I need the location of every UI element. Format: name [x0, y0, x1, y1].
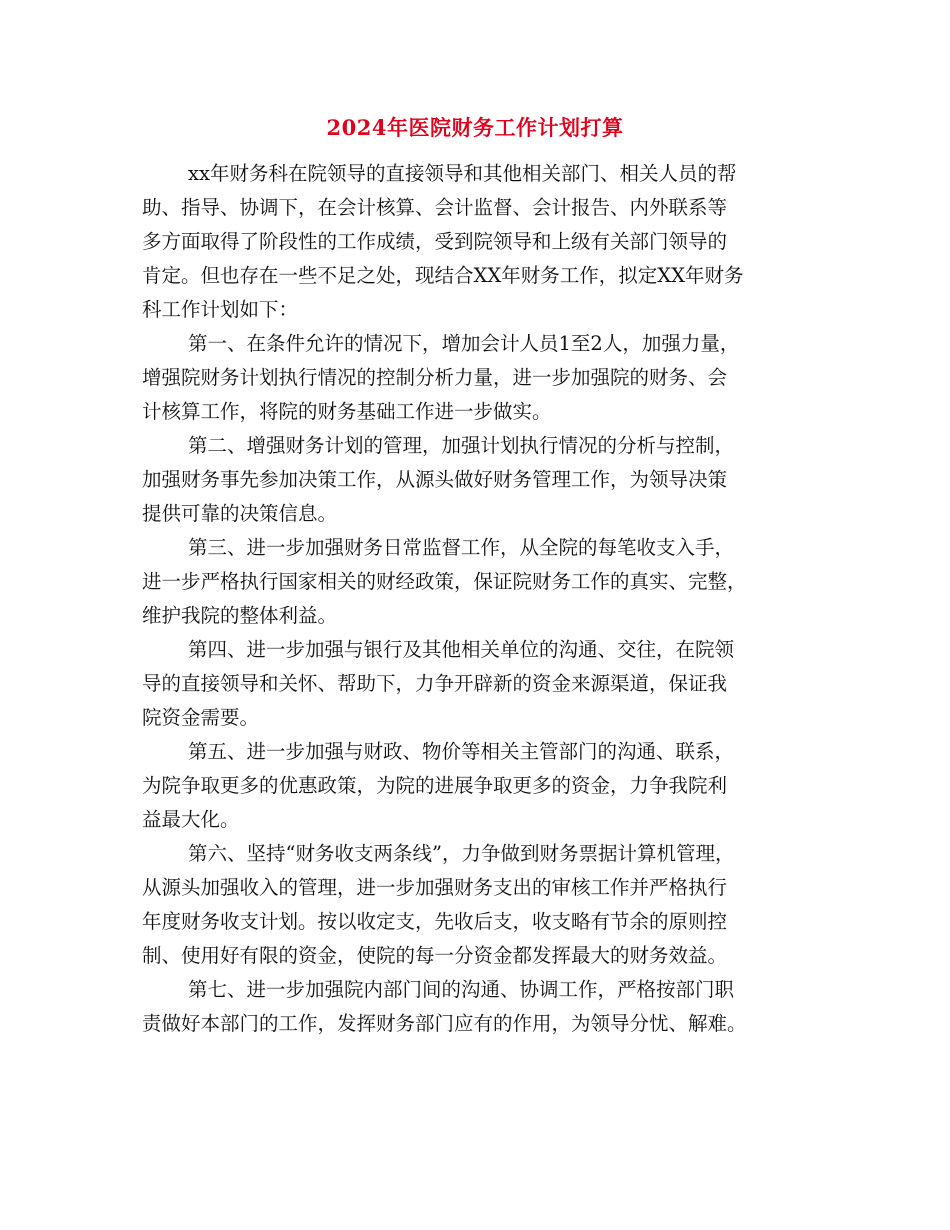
paragraph-item-7 — [142, 973, 812, 1041]
text-line: 为院争取更多的优惠政策，为院的进展争取更多的资金，力争我院利 — [142, 774, 728, 797]
text-line: 进一步严格执行国家相关的财经政策，保证院财务工作的真实、完整， — [142, 570, 747, 593]
document-body — [142, 157, 812, 1041]
text-line: 多方面取得了阶段性的工作成绩，受到院领导和上级有关部门领导的 — [142, 230, 728, 253]
text-line: 增强院财务计划执行情况的控制分析力量，进一步加强院的财务、会 — [142, 366, 728, 389]
paragraph-item-3 — [142, 531, 812, 633]
paragraph-item-1 — [142, 327, 812, 429]
paragraph-intro — [142, 157, 812, 327]
paragraph-item-4 — [142, 633, 812, 735]
text-line: 科工作计划如下： — [142, 298, 299, 321]
text-line: 第五、进一步加强与财政、物价等相关主管部门的沟通、联系， — [188, 740, 735, 763]
text-line: 第二、增强财务计划的管理，加强计划执行情况的分析与控制， — [188, 434, 735, 457]
text-line: xx年财务科在院领导的直接领导和其他相关部门、相关人员的帮 — [188, 162, 737, 185]
text-line: 年度财务收支计划。按以收定支，先收后支，收支略有节余的原则控 — [142, 910, 728, 933]
text-line: 导的直接领导和关怀、帮助下，力争开辟新的资金来源渠道，保证我 — [142, 672, 728, 695]
paragraph-item-6 — [142, 837, 812, 973]
text-line: 第六、坚持“财务收支两条线”，力争做到财务票据计算机管理， — [188, 842, 735, 865]
text-line: 第三、进一步加强财务日常监督工作，从全院的每笔收支入手， — [188, 536, 735, 559]
paragraph-item-2 — [142, 429, 812, 531]
text-line: 院资金需要。 — [142, 706, 260, 729]
text-line: 制、使用好有限的资金，使院的每一分资金都发挥最大的财务效益。 — [142, 944, 728, 967]
text-line: 加强财务事先参加决策工作，从源头做好财务管理工作，为领导决策 — [142, 468, 728, 491]
text-line: 肯定。但也存在一些不足之处，现结合XX年财务工作，拟定XX年财务 — [142, 264, 744, 287]
text-line: 从源头加强收入的管理，进一步加强财务支出的审核工作并严格执行 — [142, 876, 728, 899]
text-line: 计核算工作，将院的财务基础工作进一步做实。 — [142, 400, 552, 423]
text-line: 责做好本部门的工作，发挥财务部门应有的作用，为领导分忧、解难。 — [142, 1012, 747, 1035]
text-line: 维护我院的整体利益。 — [142, 604, 338, 627]
text-line: 助、指导、协调下，在会计核算、会计监督、会计报告、内外联系等 — [142, 196, 728, 219]
text-line: 益最大化。 — [142, 808, 240, 831]
text-line: 第七、进一步加强院内部门间的沟通、协调工作，严格按部门职 — [188, 978, 735, 1001]
document-title: 2024年医院财务工作计划打算 — [326, 115, 624, 140]
paragraph-item-5 — [142, 735, 812, 837]
text-line: 提供可靠的决策信息。 — [142, 502, 338, 525]
text-line: 第四、进一步加强与银行及其他相关单位的沟通、交往，在院领 — [188, 638, 735, 661]
text-line: 第一、在条件允许的情况下，增加会计人员1至2人，加强力量， — [188, 332, 740, 355]
